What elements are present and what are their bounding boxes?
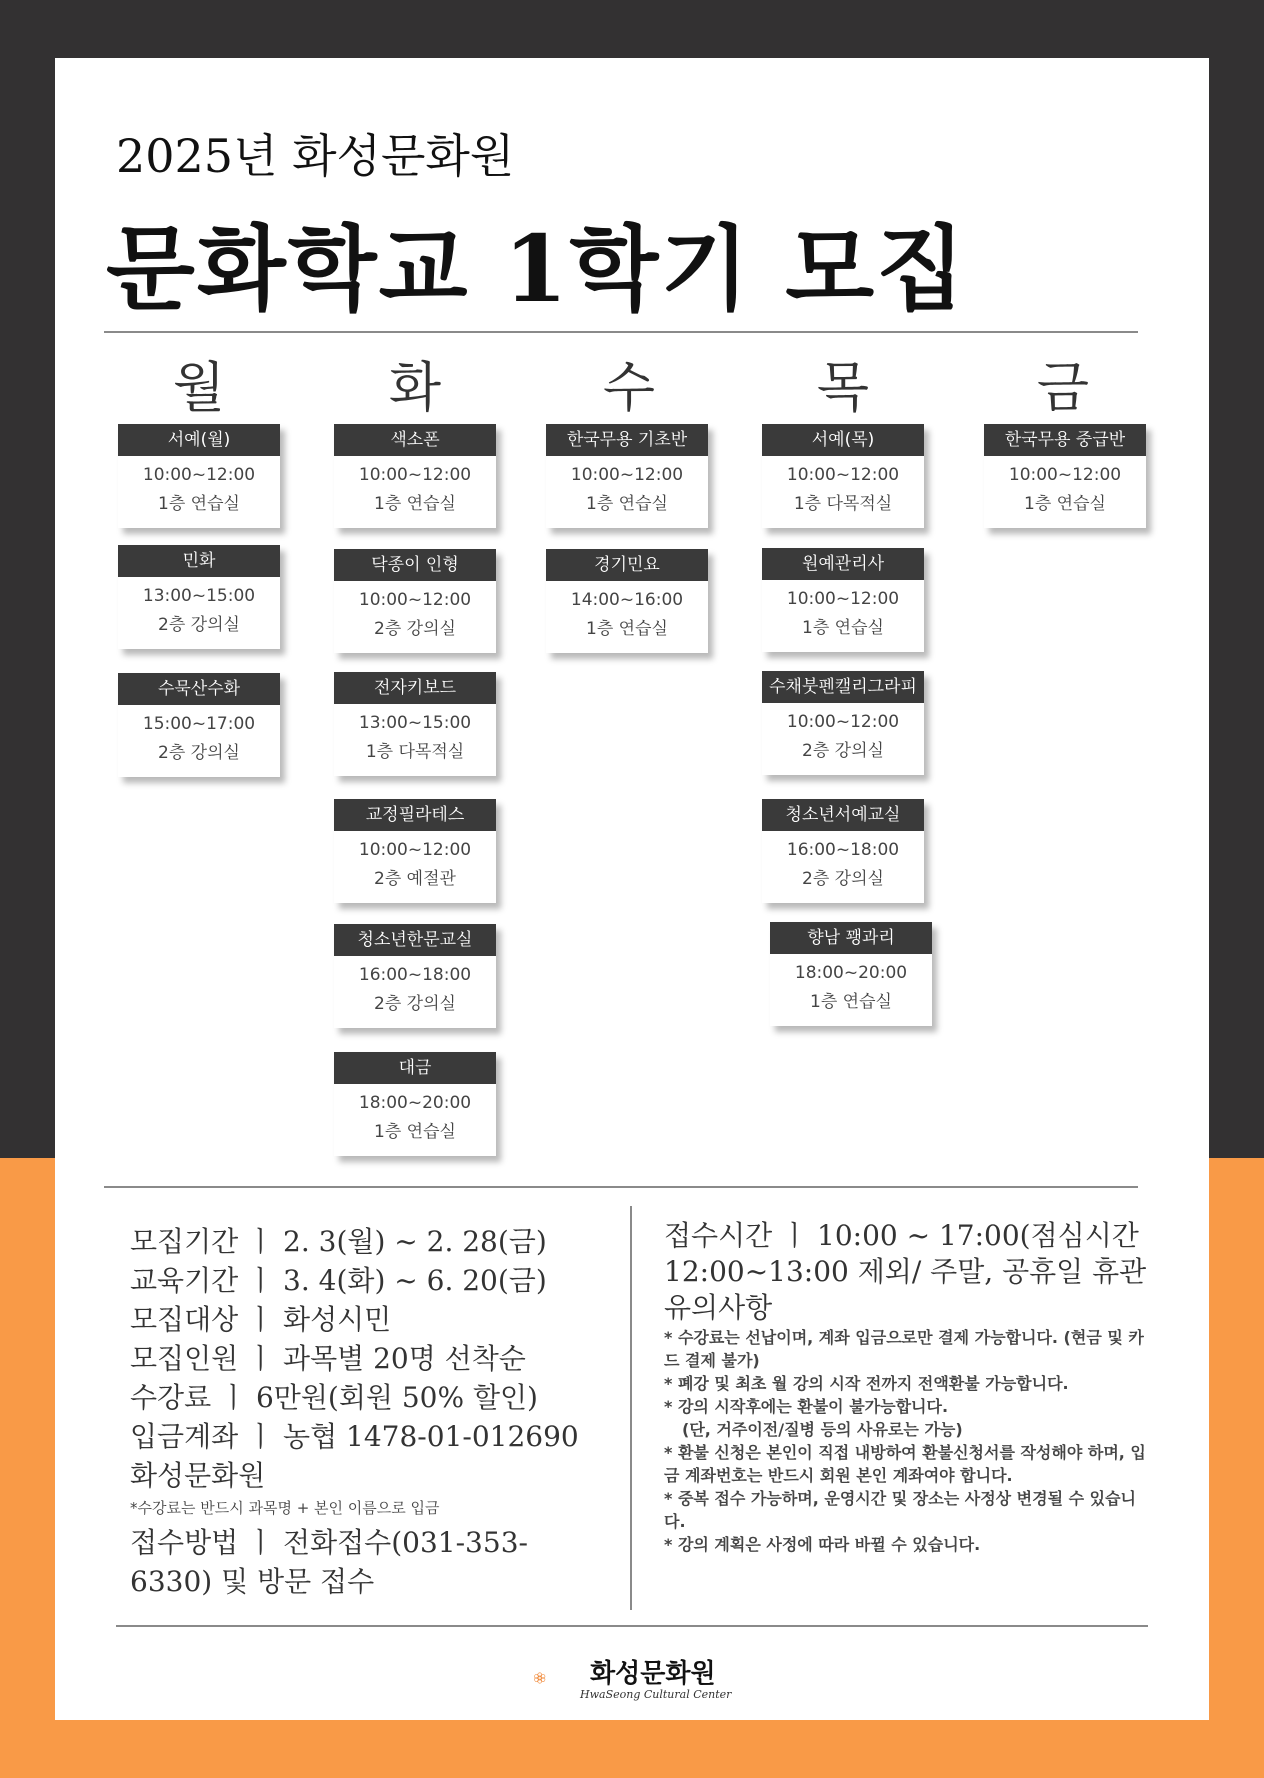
class-card <box>762 548 924 652</box>
class-time: 16:00~18:00 <box>786 840 900 860</box>
class-name: 원예관리사 <box>762 548 924 580</box>
class-time: 18:00~20:00 <box>794 963 908 983</box>
recruitment-info <box>130 1222 610 1601</box>
org-name-english: HwaSeong Cultural Center <box>580 1688 732 1701</box>
class-card <box>334 924 496 1028</box>
day-label-fri: 금 <box>1036 356 1090 419</box>
notes-heading: 유의사항 <box>664 1291 773 1324</box>
class-name: 한국무용 기초반 <box>546 424 708 456</box>
class-card <box>762 799 924 903</box>
class-name: 수묵산수화 <box>118 673 280 705</box>
class-time: 10:00~12:00 <box>142 465 256 485</box>
day-label-tue: 화 <box>388 356 442 419</box>
class-room: 1층 연습실 <box>374 1122 456 1142</box>
education-period: 교육기간 ㅣ 3. 4(화) ~ 6. 20(금) <box>130 1264 547 1297</box>
class-name: 서예(월) <box>118 424 280 456</box>
class-name: 청소년한문교실 <box>334 924 496 956</box>
recruit-target: 모집대상 ㅣ 화성시민 <box>130 1303 392 1336</box>
class-card <box>546 549 708 653</box>
class-card <box>546 424 708 528</box>
class-name: 닥종이 인형 <box>334 549 496 581</box>
class-time: 10:00~12:00 <box>786 589 900 609</box>
class-time: 10:00~12:00 <box>570 465 684 485</box>
class-card <box>984 424 1146 528</box>
class-room: 2층 강의실 <box>158 743 240 763</box>
class-card <box>762 671 924 775</box>
note-item: * 강의 계획은 사정에 따라 바뀔 수 있습니다. <box>664 1535 981 1554</box>
divider-bottom <box>116 1625 1148 1627</box>
poster-subtitle: 2025년 화성문화원 <box>116 129 515 183</box>
class-name: 향남 꽹과리 <box>770 922 932 954</box>
note-item: * 폐강 및 최초 월 강의 시작 전까지 전액환불 가능합니다. <box>664 1374 1069 1393</box>
class-card <box>118 673 280 777</box>
class-room: 1층 연습실 <box>802 618 884 638</box>
class-time: 16:00~18:00 <box>358 965 472 985</box>
note-item: * 환불 신청은 본인이 직접 내방하여 환불신청서를 작성해야 하며, 입금 계좌번호는 반드시 회원 본인 계좌여야 합니다. <box>664 1443 1146 1485</box>
class-time: 10:00~12:00 <box>358 840 472 860</box>
application-method: 접수방법 ㅣ 전화접수(031-353-6330) 및 방문 접수 <box>130 1526 528 1598</box>
class-room: 2층 강의실 <box>802 869 884 889</box>
class-name: 교정필라테스 <box>334 799 496 831</box>
class-time: 10:00~12:00 <box>1008 465 1122 485</box>
poster-title: 문화학교 1학기 모집 <box>106 215 968 323</box>
class-name: 청소년서예교실 <box>762 799 924 831</box>
note-item: * 강의 시작후에는 환불이 불가능합니다. <box>664 1397 949 1416</box>
divider-top <box>104 331 1138 333</box>
flower-logo-icon <box>533 1652 585 1704</box>
reception-hours: 접수시간 ㅣ 10:00 ~ 17:00(점심시간 12:00~13:00 제외/ 주말, 공휴일 휴관 <box>664 1219 1147 1288</box>
class-time: 10:00~12:00 <box>358 590 472 610</box>
class-card <box>762 424 924 528</box>
org-name: 화성문화원 <box>590 1659 716 1689</box>
day-label-wed: 수 <box>602 356 656 419</box>
class-card <box>118 545 280 649</box>
class-room: 1층 연습실 <box>158 494 240 514</box>
class-time: 14:00~16:00 <box>570 590 684 610</box>
class-time: 10:00~12:00 <box>786 465 900 485</box>
deposit-account: 입금계좌 ㅣ 농협 1478-01-012690 화성문화원 <box>130 1420 579 1492</box>
divider-middle <box>104 1186 1138 1188</box>
class-time: 13:00~15:00 <box>358 713 472 733</box>
class-name: 한국무용 중급반 <box>984 424 1146 456</box>
day-label-thu: 목 <box>816 356 870 419</box>
tuition-fee: 수강료 ㅣ 6만원(회원 50% 할인) <box>130 1381 538 1414</box>
class-room: 2층 강의실 <box>158 615 240 635</box>
class-room: 2층 예절관 <box>374 869 456 889</box>
class-room: 1층 연습실 <box>586 494 668 514</box>
class-time: 10:00~12:00 <box>358 465 472 485</box>
class-name: 대금 <box>334 1052 496 1084</box>
note-item: * 중복 접수 가능하며, 운영시간 및 장소는 사정상 변경될 수 있습니다. <box>664 1489 1137 1531</box>
divider-vertical <box>630 1206 632 1610</box>
class-card <box>334 672 496 776</box>
class-room: 1층 다목적실 <box>365 742 465 762</box>
class-room: 1층 연습실 <box>810 992 892 1012</box>
class-card <box>118 424 280 528</box>
class-room: 2층 강의실 <box>802 741 884 761</box>
note-item: * 수강료는 선납이며, 계좌 입금으로만 결제 가능합니다. (현금 및 카드 결제 불가) <box>664 1328 1144 1370</box>
class-name: 서예(목) <box>762 424 924 456</box>
class-time: 10:00~12:00 <box>786 712 900 732</box>
class-room: 2층 강의실 <box>374 619 456 639</box>
class-name: 민화 <box>118 545 280 577</box>
class-name: 색소폰 <box>334 424 496 456</box>
class-card <box>334 549 496 653</box>
notice-section <box>664 1218 1154 1556</box>
class-room: 1층 연습실 <box>586 619 668 639</box>
class-card <box>770 922 932 1026</box>
class-time: 18:00~20:00 <box>358 1093 472 1113</box>
class-name: 경기민요 <box>546 549 708 581</box>
class-room: 2층 강의실 <box>374 994 456 1014</box>
class-name: 전자키보드 <box>334 672 496 704</box>
day-label-mon: 월 <box>172 356 226 419</box>
class-room: 1층 연습실 <box>374 494 456 514</box>
class-room: 1층 다목적실 <box>793 494 893 514</box>
class-name: 수채붓펜캘리그라피 <box>762 671 924 703</box>
note-item: (단, 거주이전/질병 등의 사유로는 가능) <box>682 1420 963 1439</box>
deposit-note: *수강료는 반드시 과목명 + 본인 이름으로 입금 <box>130 1499 440 1517</box>
class-room: 1층 연습실 <box>1024 494 1106 514</box>
recruit-capacity: 모집인원 ㅣ 과목별 20명 선착순 <box>130 1342 526 1375</box>
class-card <box>334 424 496 528</box>
class-card <box>334 799 496 903</box>
class-card <box>334 1052 496 1156</box>
class-time: 13:00~15:00 <box>142 586 256 606</box>
recruit-period: 모집기간 ㅣ 2. 3(월) ~ 2. 28(금) <box>130 1225 547 1258</box>
class-time: 15:00~17:00 <box>142 714 256 734</box>
